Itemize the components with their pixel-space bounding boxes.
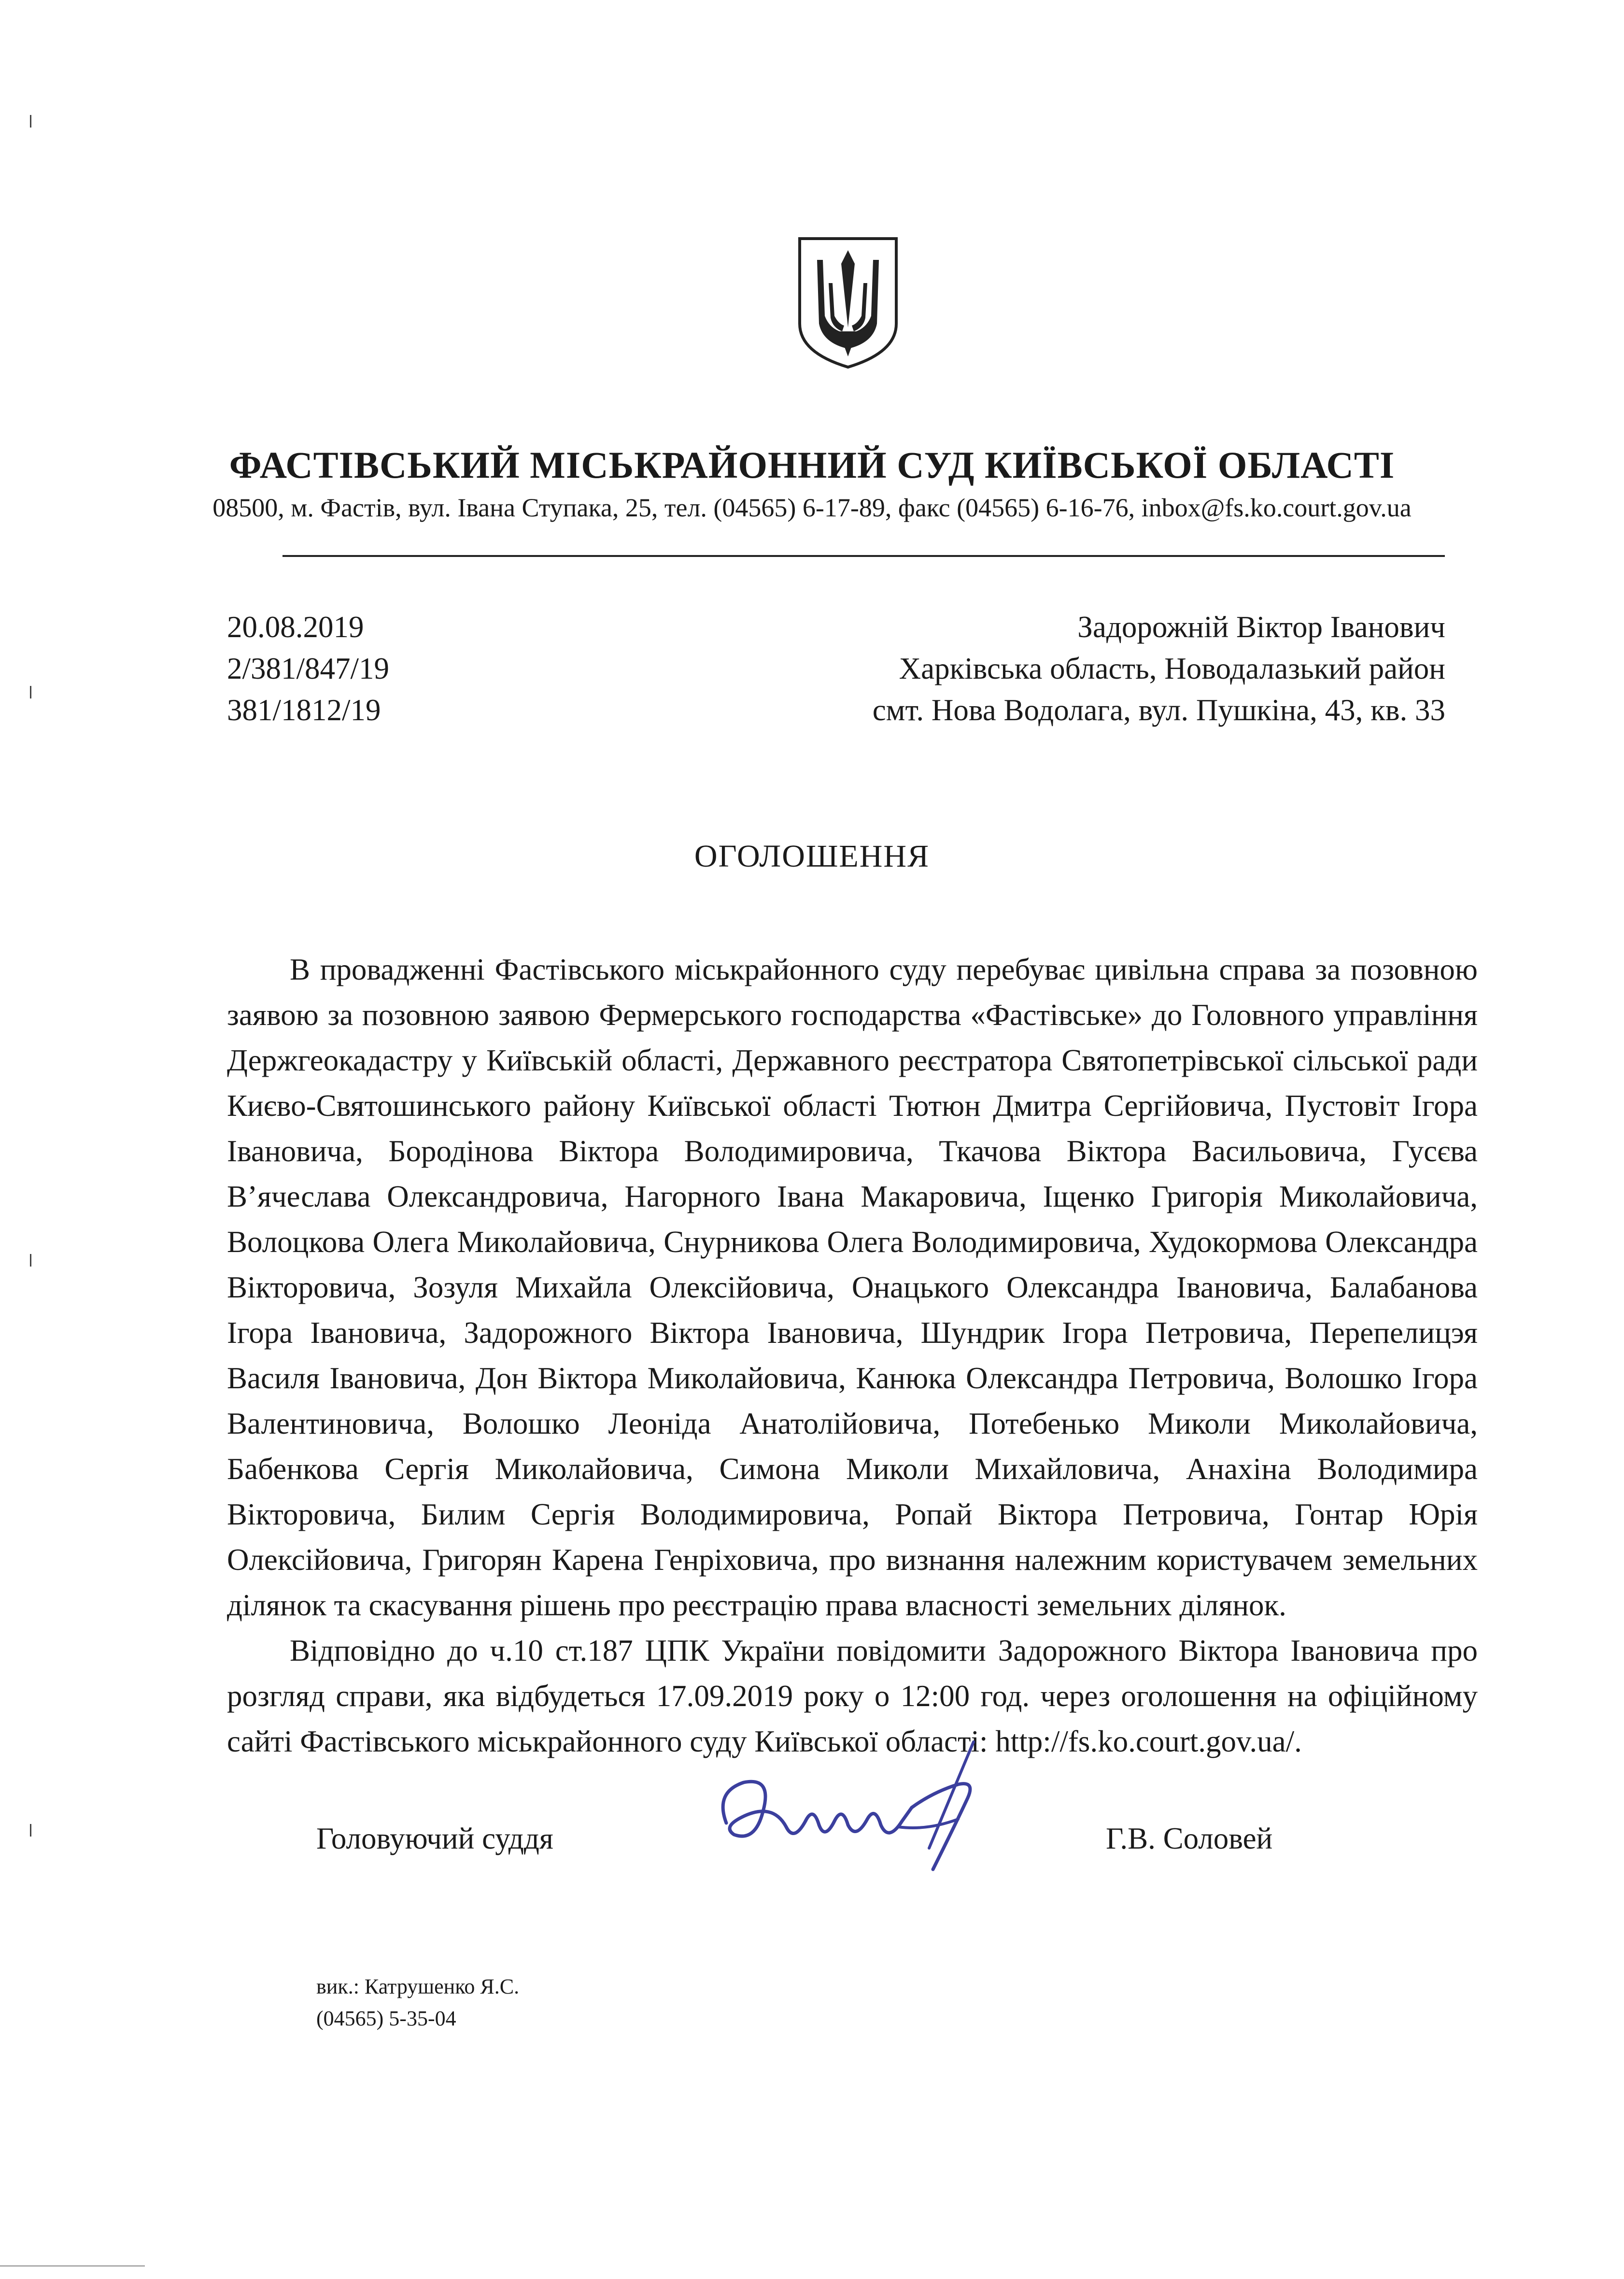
handwritten-signature	[705, 1734, 1014, 1879]
body-paragraph: В провадженні Фастівського міськрайонного суду перебуває цивільна справа за позовною заявою за позовною заявою Фермерського господарства «Фастівське» до Головного управління Держгеокадастру у Київській області, Державного реєстратора Святопетрівської сільської ради Києво-Святошинського району Київської області Тютюн Дмитра Сергійовича, Пустовіт Ігора Івановича, Бородінова Віктора Володимировича, Ткачова Віктора Васильовича, Гусєва В’ячеслава Олександровича, Нагорного Івана Макаровича, Іщенко Григорія Миколайовича, Волоцкова Олега Миколайовича, Снурникова Олега Володимировича, Худокормова Олександра Вікторовича, Зозуля Михайла Олексійовича, Онацького Олександра Івановича, Балабанова Ігора Івановича, Задорожного Віктора Івановича, Шундрик Ігора Петровича, Перепелицэя Василя Івановича, Дон Віктора Миколайовича, Канюка Олександра Петровича, Волошко Ігора Валентиновича, Волошко Леоніда Анатолійовича, Потебенько Миколи Миколайовича, Бабенкова Сергія Миколайовича, Симона Миколи Михайловича, Анахіна Володимира Вікторовича, Билим Сергія Володимировича, Ропай Віктора Петровича, Гонтар Юрія Олексійовича, Григорян Карена Генріховича, про визнання належним користувачем земельних ділянок та скасування рішень про реєстрацію права власності земельних ділянок.	[227, 953, 1478, 1622]
trident-emblem-icon	[796, 235, 900, 371]
court-address: 08500, м. Фастів, вул. Івана Ступака, 25, тел. (04565) 6-17-89, факс (04565) 6-16-76, inbox@fs.ko.court.gov.ua	[212, 493, 1412, 522]
recipient-name: Задорожній Віктор Іванович	[1077, 610, 1445, 644]
bottom-edge-line	[0, 2265, 145, 2266]
recipient-address: смт. Нова Водолага, вул. Пушкіна, 43, кв. 33	[872, 693, 1445, 727]
case-number: 381/1812/19	[227, 693, 381, 727]
signatory-role: Головуючий суддя	[316, 1822, 553, 1855]
body-paragraph: Відповідно до ч.10 ст.187 ЦПК України повідомити Задорожного Віктора Івановича про розгляд справи, яка відбудеться 17.09.2019 року о 12:00 год. через оголошення на офіційному сайті Фастівського міськрайонного суду Київської області: http://fs.ko.court.gov.ua/.	[227, 1634, 1478, 1758]
header-divider	[282, 555, 1445, 557]
recipient-region: Харківська область, Новодалазький район	[899, 652, 1445, 685]
court-name: ФАСТІВСЬКИЙ МІСЬКРАЙОННИЙ СУД КИЇВСЬКОЇ ОБЛАСТІ	[229, 444, 1395, 486]
signatory-name: Г.В. Соловей	[1106, 1822, 1273, 1855]
reference-number: 2/381/847/19	[227, 652, 390, 685]
document-title: ОГОЛОШЕННЯ	[694, 839, 930, 874]
scan-mark	[30, 686, 31, 698]
executor-phone: (04565) 5-35-04	[316, 2007, 456, 2030]
executor-name: вик.: Катрушенко Я.С.	[316, 1975, 520, 1998]
executor-block	[316, 1971, 519, 2035]
document-date: 20.08.2019	[227, 610, 364, 644]
scan-mark	[30, 1254, 31, 1267]
document-meta	[227, 606, 389, 731]
scan-mark	[30, 115, 31, 128]
recipient-block	[873, 606, 1445, 731]
scan-mark	[30, 1824, 31, 1837]
document-body	[227, 947, 1478, 1764]
